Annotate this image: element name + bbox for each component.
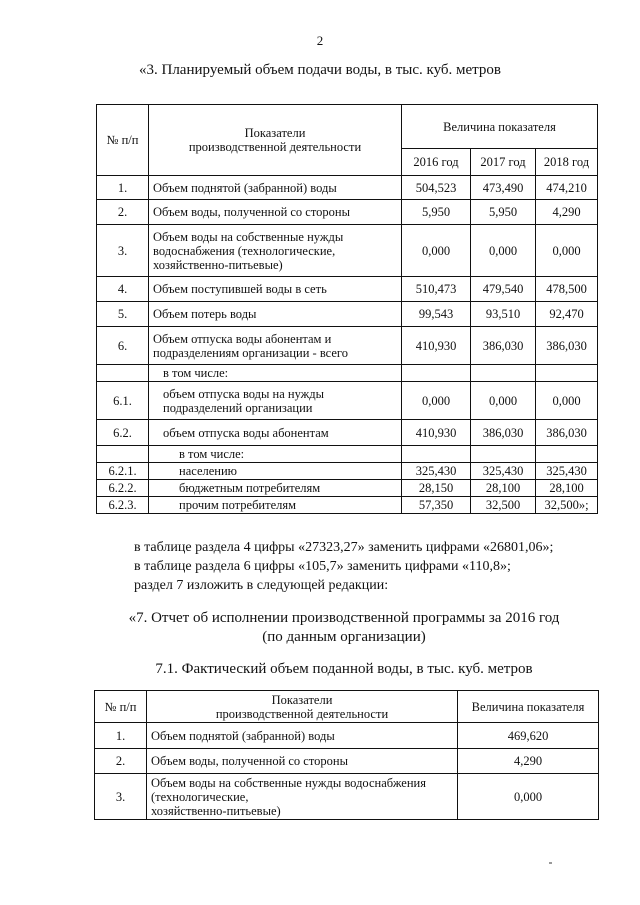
row-value-2017: 5,950	[471, 200, 536, 225]
row-value-2017	[471, 365, 536, 382]
header-value: Величина показателя	[458, 691, 599, 723]
row-num: 2.	[95, 749, 147, 774]
row-value-2016: 510,473	[402, 277, 471, 302]
table-row	[97, 365, 598, 382]
row-value-2017: 386,030	[471, 327, 536, 365]
row-value-2018: 386,030	[536, 420, 598, 446]
header-indicator: Показатели производственной деятельности	[147, 691, 458, 723]
row-value-2017: 325,430	[471, 463, 536, 480]
row-label: Объем отпуска воды абонентам и подразделениям организации - всего	[149, 327, 402, 365]
row-value-2017: 32,500	[471, 497, 536, 514]
row-label: Объем потерь воды	[149, 302, 402, 327]
row-value-2018: 386,030	[536, 327, 598, 365]
row-num: 6.2.	[97, 420, 149, 446]
section7-table	[94, 690, 599, 820]
table-row	[97, 480, 598, 497]
table-row	[97, 277, 598, 302]
row-num	[97, 446, 149, 463]
header-year-2018: 2018 год	[536, 149, 598, 176]
page-number: 2	[316, 33, 324, 48]
section3-title: «3. Планируемый объем подачи воды, в тыс. куб. метров	[138, 62, 502, 78]
row-value-2018: 32,500»;	[536, 497, 598, 514]
row-num: 1.	[97, 176, 149, 200]
row-value-2016: 99,543	[402, 302, 471, 327]
row-label: объем отпуска воды на нужды подразделений организации	[149, 382, 402, 420]
row-value-2018: 92,470	[536, 302, 598, 327]
row-value-2018	[536, 365, 598, 382]
row-value-2017: 479,540	[471, 277, 536, 302]
header-year-2016: 2016 год	[402, 149, 471, 176]
row-value-2016	[402, 446, 471, 463]
row-num: 2.	[97, 200, 149, 225]
row-num: 5.	[97, 302, 149, 327]
row-label: в том числе:	[149, 446, 402, 463]
section7-title-line1: «7. Отчет об исполнении производственной программы за 2016 год	[128, 610, 560, 626]
row-label: Объем воды, полученной со стороны	[149, 200, 402, 225]
row-num: 4.	[97, 277, 149, 302]
row-label: населению	[149, 463, 402, 480]
row-value-2017: 28,100	[471, 480, 536, 497]
header-num: № п/п	[97, 105, 149, 176]
row-value-2017: 473,490	[471, 176, 536, 200]
table-row	[97, 382, 598, 420]
row-value: 4,290	[458, 749, 599, 774]
row-value-2016: 5,950	[402, 200, 471, 225]
row-num: 6.2.3.	[97, 497, 149, 514]
table-row	[97, 225, 598, 277]
row-label: Объем поднятой (забранной) воды	[147, 723, 458, 749]
row-value-2018	[536, 446, 598, 463]
row-label: Объем воды на собственные нужды водоснабжения (технологические, хозяйственно-питьевые)	[147, 774, 458, 820]
row-num: 6.2.1.	[97, 463, 149, 480]
row-value-2017: 386,030	[471, 420, 536, 446]
section7-title-line2: (по данным организации)	[262, 629, 426, 645]
row-value-2017: 0,000	[471, 382, 536, 420]
section7-subtitle: 7.1. Фактический объем поданной воды, в тыс. куб. метров	[155, 661, 533, 677]
row-value-2016: 0,000	[402, 225, 471, 277]
table-row	[97, 302, 598, 327]
row-num: 6.	[97, 327, 149, 365]
row-num: 3.	[97, 225, 149, 277]
header-value: Величина показателя	[402, 105, 598, 149]
row-value-2018: 478,500	[536, 277, 598, 302]
row-value-2016: 410,930	[402, 327, 471, 365]
row-value-2017	[471, 446, 536, 463]
paragraph-2: в таблице раздела 6 цифры «105,7» заменить цифрами «110,8»;	[134, 559, 511, 574]
header-year-2017: 2017 год	[471, 149, 536, 176]
section3-table	[96, 104, 598, 514]
table-row	[97, 463, 598, 480]
paragraph-3: раздел 7 изложить в следующей редакции:	[134, 578, 389, 593]
row-value-2018: 28,100	[536, 480, 598, 497]
table-row	[95, 723, 599, 749]
header-num: № п/п	[95, 691, 147, 723]
row-value-2018: 0,000	[536, 225, 598, 277]
row-value-2017: 93,510	[471, 302, 536, 327]
table-row	[97, 200, 598, 225]
row-num	[97, 365, 149, 382]
row-value-2018: 4,290	[536, 200, 598, 225]
header-indicator: Показатели производственной деятельности	[149, 105, 402, 176]
scan-speck	[549, 862, 552, 864]
row-num: 6.1.	[97, 382, 149, 420]
row-value-2016: 57,350	[402, 497, 471, 514]
row-label: Объем поступившей воды в сеть	[149, 277, 402, 302]
table-row	[97, 327, 598, 365]
row-value-2018: 0,000	[536, 382, 598, 420]
row-label: в том числе:	[149, 365, 402, 382]
row-label: Объем воды, полученной со стороны	[147, 749, 458, 774]
table-row	[95, 749, 599, 774]
row-value-2016: 0,000	[402, 382, 471, 420]
row-value-2016: 28,150	[402, 480, 471, 497]
row-value-2017: 0,000	[471, 225, 536, 277]
row-label: бюджетным потребителям	[149, 480, 402, 497]
row-label: Объем поднятой (забранной) воды	[149, 176, 402, 200]
table-row	[95, 774, 599, 820]
table-row	[97, 420, 598, 446]
table-row	[97, 176, 598, 200]
row-label: объем отпуска воды абонентам	[149, 420, 402, 446]
table-row	[97, 446, 598, 463]
row-num: 3.	[95, 774, 147, 820]
row-value: 0,000	[458, 774, 599, 820]
row-value-2018: 325,430	[536, 463, 598, 480]
row-value-2016: 325,430	[402, 463, 471, 480]
row-value-2016: 410,930	[402, 420, 471, 446]
paragraph-1: в таблице раздела 4 цифры «27323,27» заменить цифрами «26801,06»;	[134, 540, 554, 555]
row-value-2016: 504,523	[402, 176, 471, 200]
row-value-2018: 474,210	[536, 176, 598, 200]
row-num: 1.	[95, 723, 147, 749]
table-row	[97, 497, 598, 514]
row-value-2016	[402, 365, 471, 382]
row-label: Объем воды на собственные нужды водоснабжения (технологические, хозяйственно-питьевые)	[149, 225, 402, 277]
row-label: прочим потребителям	[149, 497, 402, 514]
row-num: 6.2.2.	[97, 480, 149, 497]
row-value: 469,620	[458, 723, 599, 749]
